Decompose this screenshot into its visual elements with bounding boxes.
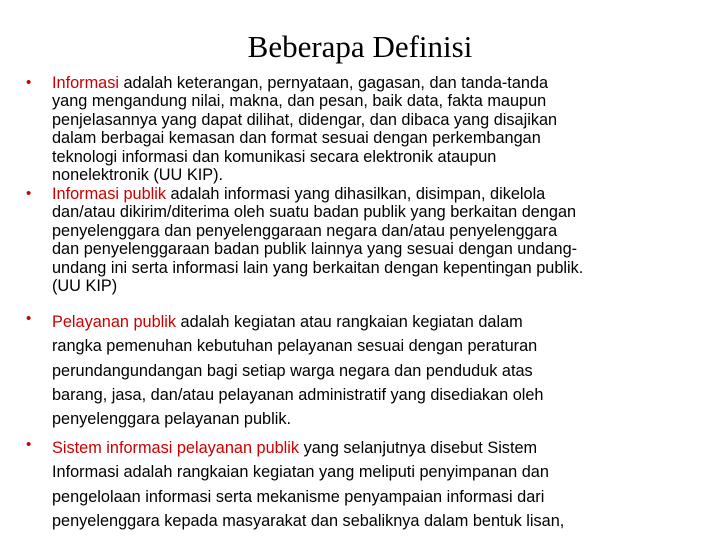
definition-line: Informasi adalah keterangan, pernyataan, gagasan, dan tanda-tanda	[52, 74, 549, 92]
definition-line: teknologi informasi dan komunikasi secara elektronik ataupun	[52, 147, 497, 166]
definition-term: Pelayanan publik	[52, 313, 177, 331]
definition-line: penyelenggara dan penyelenggaraan negara dan/atau penyelenggara	[52, 221, 558, 240]
bullet-icon: •	[26, 185, 32, 202]
definition-text	[52, 436, 716, 533]
definition-line: penjelasannya yang dapat dilihat, didengar, dan dibaca yang disajikan	[52, 110, 558, 129]
definition-text	[52, 74, 716, 184]
definition-line: Pelayanan publik adalah kegiatan atau rangkaian kegiatan dalam	[52, 313, 523, 331]
definition-text	[52, 185, 716, 295]
definition-line: dalam berbagai kemasan dan format sesuai dengan perkembangan	[52, 129, 541, 148]
bullet-icon: •	[26, 74, 32, 91]
definition-line: dan penyelenggaraan badan publik lainnya yang sesuai dengan undang-	[52, 240, 578, 259]
definition-line: penyelenggara kepada masyarakat dan sebaliknya dalam bentuk lisan,	[52, 511, 565, 530]
slide-title: Beberapa Definisi	[247, 29, 473, 64]
definition-line: pengelolaan informasi serta mekanisme penyampaian informasi dari	[52, 487, 545, 506]
definition-line: yang mengandung nilai, makna, dan pesan, baik data, fakta maupun	[52, 92, 547, 111]
bullet-icon: •	[26, 436, 32, 453]
definition-line: (UU KIP)	[52, 277, 118, 296]
definition-line: undang ini serta informasi lain yang berkaitan dengan kepentingan publik.	[52, 258, 584, 277]
definition-line: rangka pemenuhan kebutuhan pelayanan sesuai dengan peraturan	[52, 337, 538, 356]
definition-line: nonelektronik (UU KIP).	[52, 166, 224, 185]
definition-term: Sistem informasi pelayanan publik	[52, 439, 300, 457]
definition-term: Informasi	[52, 74, 119, 92]
definition-term: Informasi publik	[52, 185, 167, 203]
definition-line: Informasi publik adalah informasi yang dihasilkan, disimpan, dikelola	[52, 185, 546, 203]
bullet-icon: •	[26, 310, 32, 327]
definition-line: penyelenggara pelayanan publik.	[52, 410, 291, 429]
definition-text	[52, 310, 716, 431]
definition-line: perundangundangan bagi setiap warga negara dan penduduk atas	[52, 361, 533, 380]
definition-line: Informasi adalah rangkaian kegiatan yang meliputi penyimpanan dan	[52, 463, 549, 482]
definition-line: barang, jasa, dan/atau pelayanan administratif yang disediakan oleh	[52, 385, 544, 404]
definition-line: Sistem informasi pelayanan publik yang selanjutnya disebut Sistem	[52, 439, 538, 457]
definition-line: dan/atau dikirim/diterima oleh suatu badan publik yang berkaitan dengan	[52, 203, 577, 222]
